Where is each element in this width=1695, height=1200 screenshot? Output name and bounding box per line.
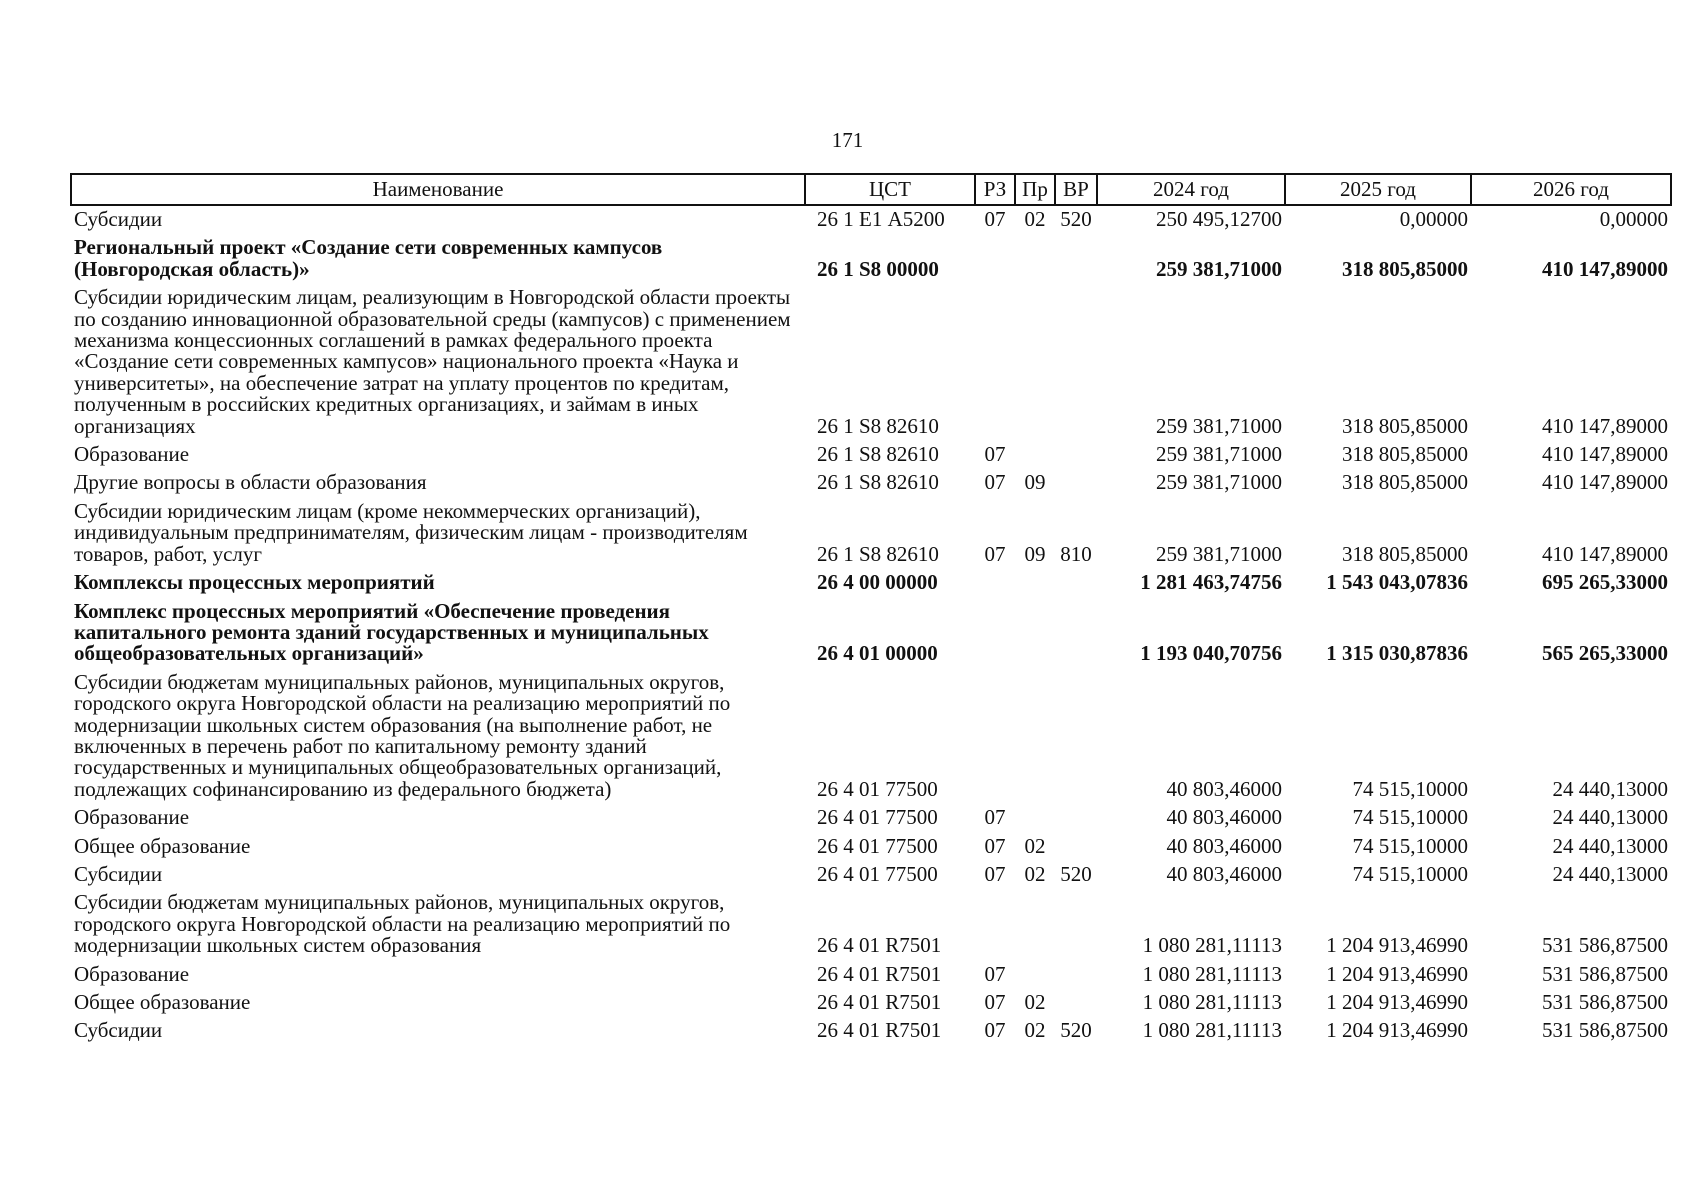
- table-row: [71, 469, 1671, 497]
- cell-pr: [1015, 598, 1055, 669]
- cell-2024: 40 803,46000: [1166, 833, 1282, 858]
- cell-cst: 26 4 01 R7501: [817, 1018, 942, 1043]
- table-row: [71, 804, 1671, 832]
- cell-rz: 07: [984, 442, 1006, 467]
- cell-vr: [1055, 234, 1097, 284]
- cell-cst: 26 1 Е1 А5200: [817, 207, 945, 231]
- column-header-rz: РЗ: [975, 174, 1015, 205]
- cell-vr: 520: [1060, 207, 1092, 231]
- cell-cst: 26 1 S8 82610: [817, 470, 939, 495]
- cell-2025: 318 805,85000: [1342, 442, 1468, 467]
- table-row: [71, 234, 1671, 284]
- cell-vr: 810: [1060, 541, 1092, 566]
- cell-vr: [1055, 569, 1097, 597]
- cell-2025: 1 204 913,46990: [1326, 961, 1468, 986]
- budget-table: [70, 173, 1672, 1046]
- cell-name: Образование: [74, 805, 190, 830]
- cell-2025: 318 805,85000: [1342, 541, 1468, 566]
- cell-2025: 318 805,85000: [1342, 413, 1468, 438]
- cell-2025: 1 204 913,46990: [1326, 1018, 1468, 1043]
- cell-cst: 26 4 01 R7501: [817, 933, 942, 958]
- cell-2026: 24 440,13000: [1552, 833, 1668, 858]
- cell-pr: 02: [1024, 861, 1046, 886]
- cell-rz: 07: [984, 470, 1006, 495]
- cell-vr: [1055, 804, 1097, 832]
- cell-2025: 1 204 913,46990: [1326, 990, 1468, 1014]
- cell-name: Образование: [74, 442, 190, 467]
- cell-2024: 259 381,71000: [1156, 541, 1282, 566]
- cell-2026: 565 265,33000: [1542, 641, 1668, 666]
- cell-rz: [975, 234, 1015, 284]
- cell-rz: [975, 669, 1015, 804]
- cell-2026: 695 265,33000: [1542, 570, 1668, 595]
- cell-2024: 1 080 281,11113: [1142, 961, 1282, 986]
- cell-2024: 1 080 281,11113: [1142, 1018, 1282, 1043]
- cell-2025: 74 515,10000: [1352, 833, 1468, 858]
- cell-vr: 520: [1060, 1018, 1092, 1043]
- cell-2025: 318 805,85000: [1342, 470, 1468, 495]
- cell-pr: 02: [1024, 833, 1046, 858]
- column-header-2026: 2026 год: [1471, 174, 1671, 205]
- cell-vr: [1055, 833, 1097, 861]
- cell-vr: [1055, 669, 1097, 804]
- cell-cst: 26 1 S8 82610: [817, 541, 939, 566]
- cell-2024: 40 803,46000: [1166, 861, 1282, 886]
- cell-pr: 02: [1024, 207, 1046, 231]
- cell-2024: 1 281 463,74756: [1140, 570, 1282, 595]
- cell-cst: 26 1 S8 82610: [817, 413, 939, 438]
- cell-2026: 410 147,89000: [1542, 256, 1668, 281]
- cell-cst: 26 4 01 77500: [817, 833, 938, 858]
- cell-name: Общее образование: [74, 833, 251, 858]
- table-row: [71, 1017, 1671, 1045]
- cell-2026: 24 440,13000: [1552, 776, 1668, 801]
- page-number: 171: [831, 128, 864, 152]
- cell-cst: 26 4 01 R7501: [817, 961, 942, 986]
- table-row: [71, 669, 1671, 804]
- table-row: [71, 441, 1671, 469]
- cell-name: Региональный проект «Создание сети современных кампусов (Новгородская область)»: [74, 235, 663, 281]
- table-header-row: [71, 174, 1671, 205]
- cell-vr: [1055, 284, 1097, 441]
- cell-vr: 520: [1060, 861, 1092, 886]
- table-row: [71, 889, 1671, 960]
- cell-cst: 26 4 00 00000: [817, 570, 938, 595]
- column-header-2025: 2025 год: [1285, 174, 1471, 205]
- cell-rz: 07: [984, 861, 1006, 886]
- cell-rz: [975, 569, 1015, 597]
- cell-rz: 07: [984, 1018, 1006, 1043]
- cell-2026: 531 586,87500: [1542, 1018, 1668, 1043]
- cell-2026: 531 586,87500: [1542, 990, 1668, 1014]
- cell-vr: [1055, 469, 1097, 497]
- table-row: [71, 861, 1671, 889]
- cell-pr: 09: [1024, 470, 1046, 495]
- table-row: [71, 598, 1671, 669]
- cell-pr: [1015, 889, 1055, 960]
- cell-vr: [1055, 441, 1097, 469]
- cell-pr: 09: [1024, 541, 1046, 566]
- cell-rz: 07: [984, 990, 1006, 1014]
- cell-2026: 531 586,87500: [1542, 961, 1668, 986]
- table-row: [71, 989, 1671, 1017]
- cell-vr: [1055, 989, 1097, 1017]
- cell-2025: 1 543 043,07836: [1326, 570, 1468, 595]
- cell-rz: [975, 598, 1015, 669]
- cell-2025: 1 315 030,87836: [1326, 641, 1468, 666]
- cell-name: Субсидии: [74, 861, 163, 886]
- cell-2026: 24 440,13000: [1552, 805, 1668, 830]
- cell-pr: 02: [1024, 990, 1046, 1014]
- table-row: [71, 961, 1671, 989]
- cell-vr: [1055, 961, 1097, 989]
- cell-2024: 259 381,71000: [1156, 442, 1282, 467]
- cell-2024: 1 193 040,70756: [1140, 641, 1282, 666]
- cell-name: Субсидии: [74, 1018, 163, 1043]
- cell-name: Другие вопросы в области образования: [74, 470, 427, 495]
- cell-2024: 259 381,71000: [1156, 470, 1282, 495]
- cell-rz: 07: [984, 805, 1006, 830]
- table-row: [71, 833, 1671, 861]
- column-header-name: Наименование: [71, 174, 805, 205]
- cell-vr: [1055, 598, 1097, 669]
- cell-2024: 259 381,71000: [1156, 256, 1282, 281]
- cell-pr: [1015, 961, 1055, 989]
- cell-cst: 26 4 01 77500: [817, 861, 938, 886]
- cell-rz: 07: [984, 207, 1006, 231]
- cell-pr: 02: [1024, 1018, 1046, 1043]
- cell-cst: 26 4 01 R7501: [817, 990, 942, 1014]
- cell-name: Субсидии юридическим лицам (кроме некоммерческих организаций), индивидуальным предпринимателям, физическим лицам - производителям товаров, работ, услуг: [74, 498, 748, 566]
- column-header-cst: ЦСТ: [805, 174, 975, 205]
- table-row: [71, 205, 1671, 234]
- cell-2024: 40 803,46000: [1166, 776, 1282, 801]
- cell-2024: 1 080 281,11113: [1142, 933, 1282, 958]
- cell-cst: 26 4 01 77500: [817, 805, 938, 830]
- cell-pr: [1015, 804, 1055, 832]
- cell-2025: 318 805,85000: [1342, 256, 1468, 281]
- cell-rz: 07: [984, 961, 1006, 986]
- cell-name: Общее образование: [74, 990, 251, 1014]
- cell-2026: 531 586,87500: [1542, 933, 1668, 958]
- column-header-vr: ВР: [1055, 174, 1097, 205]
- cell-name: Комплексы процессных мероприятий: [74, 570, 435, 595]
- cell-name: Субсидии бюджетам муниципальных районов, муниципальных округов, городского округа Новгородской области на реализацию мероприятий по модернизации школьных систем образования: [74, 890, 731, 958]
- cell-pr: [1015, 669, 1055, 804]
- cell-name: Комплекс процессных мероприятий «Обеспечение проведения капитального ремонта зданий государственных и муниципальных общеобразовательных организаций»: [74, 598, 709, 666]
- cell-2025: 74 515,10000: [1352, 776, 1468, 801]
- cell-pr: [1015, 569, 1055, 597]
- cell-cst: 26 1 S8 00000: [817, 256, 939, 281]
- table-row: [71, 498, 1671, 569]
- cell-rz: 07: [984, 833, 1006, 858]
- cell-name: Образование: [74, 961, 190, 986]
- cell-2024: 259 381,71000: [1156, 413, 1282, 438]
- cell-cst: 26 4 01 77500: [817, 776, 938, 801]
- cell-name: Субсидии юридическим лицам, реализующим в Новгородской области проекты по созданию инновационной образовательной среды (кампусов) с применением механизма концессионных соглашений в рамках федерального проекта «Создание сети современных кампусов» национального проекта «Наука и университеты», на обеспечение затрат на уплату процентов по кредитам, полученным в российских кредитных организациях, и займам в иных организациях: [74, 285, 791, 438]
- cell-2024: 1 080 281,11113: [1142, 990, 1282, 1014]
- cell-rz: [975, 889, 1015, 960]
- cell-2025: 74 515,10000: [1352, 861, 1468, 886]
- cell-2026: 410 147,89000: [1542, 413, 1668, 438]
- cell-pr: [1015, 441, 1055, 469]
- cell-2026: 410 147,89000: [1542, 442, 1668, 467]
- cell-2026: 410 147,89000: [1542, 541, 1668, 566]
- column-header-pr: Пр: [1015, 174, 1055, 205]
- cell-cst: 26 1 S8 82610: [817, 442, 939, 467]
- cell-2026: 410 147,89000: [1542, 470, 1668, 495]
- cell-2026: 0,00000: [1599, 207, 1668, 231]
- cell-2025: 0,00000: [1399, 207, 1468, 231]
- cell-2025: 1 204 913,46990: [1326, 933, 1468, 958]
- cell-pr: [1015, 234, 1055, 284]
- cell-2024: 40 803,46000: [1166, 805, 1282, 830]
- cell-rz: 07: [984, 541, 1006, 566]
- cell-2026: 24 440,13000: [1552, 861, 1668, 886]
- table-body: [71, 205, 1671, 1046]
- cell-2025: 74 515,10000: [1352, 805, 1468, 830]
- table-row: [71, 569, 1671, 597]
- cell-pr: [1015, 284, 1055, 441]
- cell-name: Субсидии бюджетам муниципальных районов, муниципальных округов, городского округа Новгородской области на реализацию мероприятий по модернизации школьных систем образования (на выполнение работ, не включенных в перечень работ по капитальному ремонту зданий государственных и муниципальных общеобразовательных организаций, подлежащих софинансированию из федерального бюджета): [74, 669, 731, 801]
- table-row: [71, 284, 1671, 441]
- cell-2024: 250 495,12700: [1156, 207, 1282, 231]
- column-header-2024: 2024 год: [1097, 174, 1285, 205]
- cell-rz: [975, 284, 1015, 441]
- cell-vr: [1055, 889, 1097, 960]
- cell-name: Субсидии: [74, 207, 163, 231]
- cell-cst: 26 4 01 00000: [817, 641, 938, 666]
